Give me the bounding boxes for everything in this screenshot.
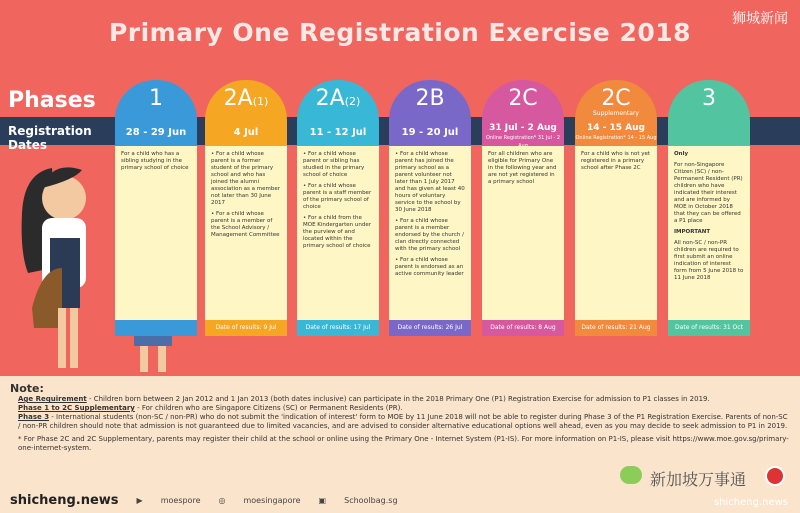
criteria-item: Only: [674, 151, 689, 157]
phase-result-date: Date of results: 17 Jul: [297, 320, 379, 336]
criteria-item: • For a child whose parent is endorsed as an active community leader: [395, 257, 464, 277]
criteria-item: For non-Singapore Citizen (SC) / non-Permanent Resident (PR) children who have indicated their interest and are informed by MOE in October 2018 that they can be offered a P1 place: [674, 162, 743, 224]
note-age: Age Requirement - Children born between 2 Jan 2012 and 1 Jan 2013 (both dates inclusive) can participate in the 2018 Primary One (P1) Registration Exercise for admission to P1 classes in 2019.: [18, 395, 710, 403]
criteria-item: • For a child whose parent is a member endorsed by the church / clan directly connected with the primary school: [395, 218, 464, 252]
phase-column: [575, 80, 657, 336]
criteria-item: • For a child whose parent is a staff member of the primary school of choice: [303, 183, 372, 210]
phase-column: [389, 80, 471, 336]
criteria-item: • For a child whose parent has joined the primary school as a parent volunteer not later than 1 July 2017 and has given at least 40 hours of voluntary service to the school by 30 June 2018: [395, 151, 465, 213]
criteria-item: For all children who are eligible for Primary One in the following year and are not yet registered in a primary school: [488, 151, 557, 185]
flag-icon: [765, 466, 785, 486]
watermark-bottom: shicheng.news: [713, 497, 788, 508]
phase-date: 4 Jul: [205, 120, 287, 146]
registration-dates-label: Registration Dates: [8, 124, 92, 152]
phase-date: 28 - 29 Jun: [115, 120, 197, 146]
criteria-item: All non-SC / non-PR children are required to first submit an online indication of interest form from 5 June 2018 to 11 June 2018: [674, 240, 744, 281]
wechat-icon: [620, 466, 642, 484]
phase-column: [297, 80, 379, 336]
phase-result-date: Date of results: 26 Jul: [389, 320, 471, 336]
youtube-icon: ▶: [136, 495, 143, 505]
note-phase-1-2c: Phase 1 to 2C Supplementary - For children who are Singapore Citizens (SC) or Permanent Residents (PR).: [18, 404, 403, 412]
watermark-top: 狮城新闻: [732, 11, 788, 27]
notes-title: Note:: [10, 382, 44, 395]
footer-schoolbag[interactable]: Schoolbag.sg: [344, 495, 398, 505]
phase-result-date: Date of results: 31 Oct: [668, 320, 750, 336]
phase-criteria: [389, 146, 471, 320]
criteria-item: For a child who is not yet registered in a primary school after Phase 2C: [581, 151, 651, 171]
criteria-item: IMPORTANT: [674, 229, 711, 235]
phase-name: 2B: [415, 86, 445, 111]
criteria-item: • For a child whose parent is a member of the School Advisory / Management Committee: [211, 211, 280, 238]
phase-criteria: [115, 146, 197, 320]
phase-result-date: Date of results: 8 Aug: [482, 320, 564, 336]
phase-name: 2A(1): [223, 86, 269, 111]
phase-name: 2C: [508, 86, 538, 111]
schoolbag-icon: ▣: [318, 495, 327, 505]
watermark-bottom-cn: 新加坡万事通: [650, 470, 747, 489]
phase-criteria: [205, 146, 287, 320]
phase-result-date: Date of results: 9 Jul: [205, 320, 287, 336]
phase-column: [482, 80, 564, 336]
criteria-item: For a child who has a sibling studying in the primary school of choice: [121, 151, 189, 171]
footer-instagram[interactable]: moesingapore: [243, 495, 301, 505]
phase-criteria: [575, 146, 657, 320]
phase-column: [668, 80, 750, 336]
footer: [10, 492, 790, 508]
phase-column: [115, 80, 197, 336]
note-phase-3: Phase 3 - International students (non-SC / non-PR) who do not submit the 'indication of interest' form to MOE by 11 June 2018 will not be able to register during Phase 3 of the P1 Registration Exercise. Parents of non-SC / non-PR children should note that admission is not guaranteed due to limited vacancies, and are advised to consider alternative educational options well ahead, even as you may decide to seek admission to P1 in 2019.: [18, 413, 788, 430]
phase-name: 2A(2): [315, 86, 361, 111]
phase-name: 3: [702, 86, 716, 111]
phase-criteria: [482, 146, 564, 320]
phase-date: 14 - 15 Aug Online Registration* 14 - 15 Aug: [575, 120, 657, 146]
phase-result-date: [115, 320, 197, 336]
note-p1is: * For Phase 2C and 2C Supplementary, parents may register their child at the school or online using the Primary One - Internet System (P1-IS). For more information on P1-IS, please visit https://www.moe.gov.sg/primary-one-internet-system.: [18, 435, 789, 452]
criteria-item: • For a child whose parent is a former student of the primary school and who has joined the alumni association as a member not later than 30 June 2017: [211, 151, 281, 206]
phases-label: Phases: [8, 88, 96, 113]
phase-column: [205, 80, 287, 336]
criteria-item: • For a child from the MOE Kindergarten under the purview of and located within the primary school of choice: [303, 215, 371, 249]
phase-name: 2C Supplementary: [593, 86, 639, 117]
footer-brand: shicheng.news: [10, 492, 119, 508]
phase-date: [668, 120, 750, 146]
phase-criteria: [668, 146, 750, 320]
instagram-icon: ◎: [218, 495, 226, 505]
criteria-item: • For a child whose parent or sibling has studied in the primary school of choice: [303, 151, 365, 178]
phase-date: 11 - 12 Jul: [297, 120, 379, 146]
phase-criteria: [297, 146, 379, 320]
phase-date: 31 Jul - 2 Aug Online Registration* 31 Jul - 2: [482, 120, 564, 146]
phase-date: 19 - 20 Jul: [389, 120, 471, 146]
phase-name: 1: [149, 86, 163, 111]
footer-youtube[interactable]: moespore: [160, 495, 201, 505]
page-title: Primary One Registration Exercise 2018: [108, 18, 692, 47]
phase-result-date: Date of results: 21 Aug: [575, 320, 657, 336]
